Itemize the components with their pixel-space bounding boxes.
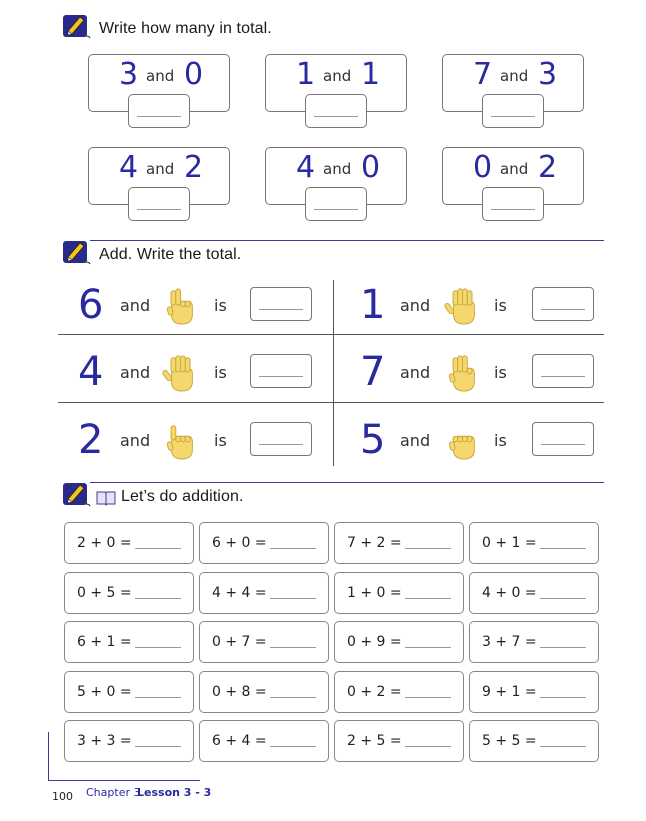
equation-box bbox=[64, 572, 194, 614]
equation-box bbox=[199, 522, 329, 564]
answer-line bbox=[259, 309, 303, 310]
and-label: and bbox=[400, 296, 431, 315]
answer-line bbox=[137, 116, 181, 117]
grid-line bbox=[58, 402, 604, 403]
answer-box[interactable] bbox=[482, 187, 544, 221]
addend-a: 4 bbox=[119, 150, 139, 185]
equation-text: 3 + 3 = bbox=[77, 733, 132, 749]
section-1-title: Write how many in total. bbox=[99, 20, 272, 37]
is-label: is bbox=[214, 296, 227, 315]
equation-box bbox=[64, 522, 194, 564]
is-label: is bbox=[494, 431, 507, 450]
equation-box bbox=[199, 621, 329, 663]
equation-box bbox=[64, 720, 194, 762]
answer-box[interactable] bbox=[250, 354, 312, 388]
lesson-label: Lesson 3 - 3 bbox=[137, 786, 212, 799]
answer-box[interactable] bbox=[250, 287, 312, 321]
grid-line bbox=[333, 280, 334, 466]
equation-text: 6 + 1 = bbox=[77, 634, 132, 650]
hand-icon bbox=[444, 284, 482, 326]
equation-text: 2 + 0 = bbox=[77, 535, 132, 551]
book-icon bbox=[96, 490, 116, 506]
answer-blank[interactable] bbox=[405, 598, 451, 599]
addend-b: 0 bbox=[184, 57, 204, 92]
equation-text: 9 + 1 = bbox=[482, 683, 537, 700]
equation-box bbox=[469, 671, 599, 713]
answer-blank[interactable] bbox=[405, 697, 451, 698]
addend-a: 4 bbox=[296, 150, 316, 185]
answer-line bbox=[259, 376, 303, 377]
row-number: 2 bbox=[78, 417, 104, 463]
answer-blank[interactable] bbox=[405, 548, 451, 549]
equation-box bbox=[64, 621, 194, 663]
equation-box bbox=[469, 572, 599, 614]
answer-blank[interactable] bbox=[270, 697, 316, 698]
answer-box[interactable] bbox=[128, 94, 190, 128]
addend-b: 3 bbox=[538, 57, 558, 92]
answer-box[interactable] bbox=[532, 422, 594, 456]
addend-b: 2 bbox=[538, 150, 558, 185]
equation-text: 5 + 0 = bbox=[77, 683, 132, 700]
answer-blank[interactable] bbox=[135, 548, 181, 549]
answer-box[interactable] bbox=[305, 94, 367, 128]
answer-box[interactable] bbox=[482, 94, 544, 128]
answer-blank[interactable] bbox=[135, 697, 181, 698]
answer-box[interactable] bbox=[305, 187, 367, 221]
answer-blank[interactable] bbox=[540, 548, 586, 549]
section-2-title: Add. Write the total. bbox=[99, 246, 242, 263]
equation-text: 3 + 7 = bbox=[482, 634, 537, 650]
equation-text: 2 + 5 = bbox=[347, 733, 402, 749]
equation-text: 0 + 8 = bbox=[212, 683, 267, 700]
is-label: is bbox=[494, 363, 507, 382]
answer-line bbox=[541, 309, 585, 310]
answer-box[interactable] bbox=[128, 187, 190, 221]
answer-blank[interactable] bbox=[405, 746, 451, 747]
equation-box bbox=[334, 621, 464, 663]
answer-blank[interactable] bbox=[540, 746, 586, 747]
pencil-icon bbox=[62, 240, 92, 266]
and-label: and bbox=[323, 160, 352, 178]
answer-blank[interactable] bbox=[270, 598, 316, 599]
answer-blank[interactable] bbox=[270, 647, 316, 648]
section-3-title: Let’s do addition. bbox=[121, 488, 244, 505]
equation-box bbox=[199, 671, 329, 713]
and-label: and bbox=[323, 67, 352, 85]
and-label: and bbox=[500, 160, 529, 178]
footer-bar bbox=[48, 780, 200, 781]
section-divider bbox=[90, 482, 604, 483]
row-number: 1 bbox=[360, 282, 386, 328]
answer-blank[interactable] bbox=[270, 746, 316, 747]
grid-line bbox=[58, 334, 604, 335]
row-number: 7 bbox=[360, 349, 386, 395]
and-label: and bbox=[146, 67, 175, 85]
answer-blank[interactable] bbox=[540, 697, 586, 698]
equation-text: 0 + 1 = bbox=[482, 535, 537, 551]
hand-icon bbox=[162, 419, 200, 461]
page-number: 100 bbox=[52, 790, 73, 803]
addend-a: 3 bbox=[119, 57, 139, 92]
answer-line bbox=[491, 116, 535, 117]
equation-box bbox=[334, 671, 464, 713]
answer-blank[interactable] bbox=[135, 598, 181, 599]
equation-box bbox=[334, 720, 464, 762]
and-label: and bbox=[500, 67, 529, 85]
answer-line bbox=[259, 444, 303, 445]
hand-icon bbox=[444, 419, 482, 461]
row-number: 6 bbox=[78, 282, 104, 328]
equation-text: 4 + 4 = bbox=[212, 584, 267, 601]
equation-box bbox=[469, 522, 599, 564]
answer-blank[interactable] bbox=[135, 746, 181, 747]
equation-text: 0 + 7 = bbox=[212, 634, 267, 650]
is-label: is bbox=[494, 296, 507, 315]
addend-a: 1 bbox=[296, 57, 316, 92]
equation-box bbox=[469, 720, 599, 762]
answer-line bbox=[541, 376, 585, 377]
answer-line bbox=[314, 116, 358, 117]
equation-text: 0 + 5 = bbox=[77, 584, 132, 601]
equation-box bbox=[64, 671, 194, 713]
answer-blank[interactable] bbox=[540, 647, 586, 648]
answer-blank[interactable] bbox=[405, 647, 451, 648]
and-label: and bbox=[120, 431, 151, 450]
equation-text: 7 + 2 = bbox=[347, 535, 402, 551]
answer-line bbox=[314, 209, 358, 210]
equation-text: 5 + 5 = bbox=[482, 733, 537, 749]
addend-b: 0 bbox=[361, 150, 381, 185]
answer-line bbox=[541, 444, 585, 445]
equation-box bbox=[199, 572, 329, 614]
hand-icon bbox=[444, 351, 482, 393]
equation-text: 6 + 0 = bbox=[212, 535, 267, 551]
answer-box[interactable] bbox=[532, 354, 594, 388]
equation-box bbox=[334, 572, 464, 614]
row-number: 5 bbox=[360, 417, 386, 463]
and-label: and bbox=[120, 296, 151, 315]
addend-a: 0 bbox=[473, 150, 493, 185]
hand-icon bbox=[162, 351, 200, 393]
and-label: and bbox=[146, 160, 175, 178]
pencil-icon bbox=[62, 14, 92, 40]
and-label: and bbox=[120, 363, 151, 382]
addend-a: 7 bbox=[473, 57, 493, 92]
chapter-label: Chapter 3 bbox=[86, 786, 141, 799]
and-label: and bbox=[400, 431, 431, 450]
answer-blank[interactable] bbox=[270, 548, 316, 549]
equation-box bbox=[469, 621, 599, 663]
pencil-icon bbox=[62, 482, 92, 508]
answer-box[interactable] bbox=[532, 287, 594, 321]
equation-text: 0 + 2 = bbox=[347, 683, 402, 700]
answer-blank[interactable] bbox=[540, 598, 586, 599]
equation-text: 6 + 4 = bbox=[212, 733, 267, 749]
equation-text: 1 + 0 = bbox=[347, 584, 402, 601]
addend-b: 2 bbox=[184, 150, 204, 185]
answer-blank[interactable] bbox=[135, 647, 181, 648]
equation-text: 4 + 0 = bbox=[482, 584, 537, 601]
and-label: and bbox=[400, 363, 431, 382]
section-divider bbox=[90, 240, 604, 241]
answer-line bbox=[491, 209, 535, 210]
addend-b: 1 bbox=[361, 57, 381, 92]
answer-box[interactable] bbox=[250, 422, 312, 456]
hand-icon bbox=[162, 284, 200, 326]
answer-line bbox=[137, 209, 181, 210]
equation-text: 0 + 9 = bbox=[347, 634, 402, 650]
footer-bar bbox=[48, 732, 49, 780]
is-label: is bbox=[214, 363, 227, 382]
equation-box bbox=[199, 720, 329, 762]
is-label: is bbox=[214, 431, 227, 450]
row-number: 4 bbox=[78, 349, 104, 395]
equation-box bbox=[334, 522, 464, 564]
